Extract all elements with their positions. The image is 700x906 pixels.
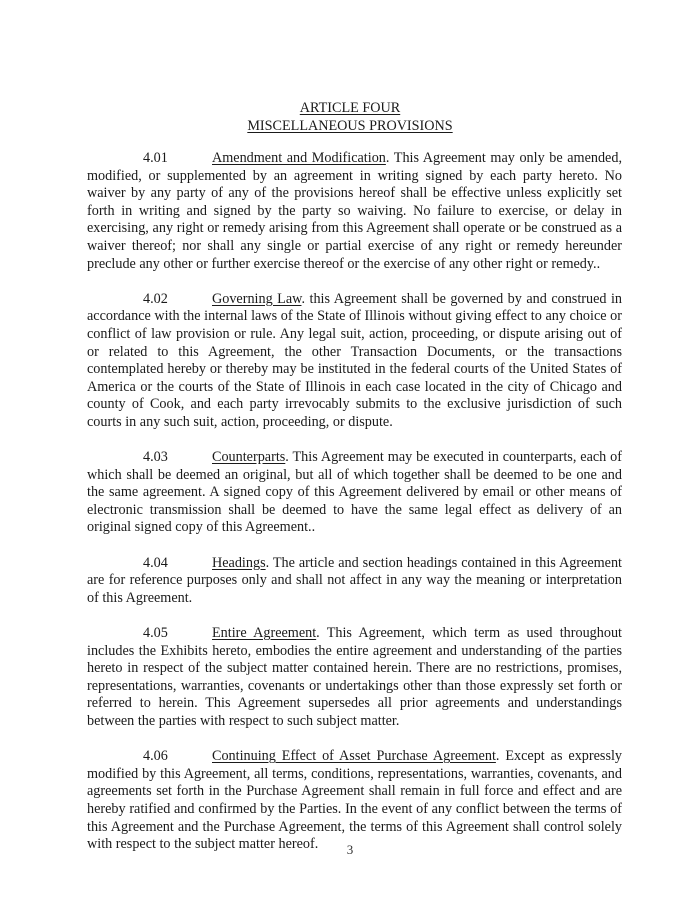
section-4-01 xyxy=(87,150,622,273)
section-number: 4.04 xyxy=(143,554,168,571)
section-number: 4.01 xyxy=(143,150,168,166)
section-heading: Continuing Effect of Asset Purchase Agreement xyxy=(212,748,496,765)
page-number: 3 xyxy=(346,842,354,857)
section-text: . This Agreement may only be amended, modified, or supplemented by an agreement in writing signed by each party hereto. No waiver by any party of any of the provisions hereof shall be effective unless explicitly set forth in writing and signed by the party so waiving. No failure to exercise, or delay in exercising, any right or remedy arising from this Agreement shall operate or be construed as a waiver thereof; nor shall any single or partial exercise of any right or remedy hereunder preclude any other or further exercise thereof or the exercise of any other right or remedy.. xyxy=(87,150,622,272)
section-number: 4.02 xyxy=(143,290,168,307)
section-heading: Counterparts xyxy=(212,449,286,466)
section-heading: Governing Law xyxy=(212,290,302,307)
section-number: 4.05 xyxy=(143,625,168,642)
section-4-04 xyxy=(87,555,622,608)
article-header xyxy=(0,100,700,135)
section-4-06 xyxy=(87,748,622,854)
section-number: 4.03 xyxy=(143,449,168,466)
section-text: . The article and section headings contained in this Agreement are for reference purposes only and shall not affect in any way the meaning or interpretation of this Agreement. xyxy=(87,554,622,606)
article-title: ARTICLE FOUR xyxy=(299,100,401,116)
section-4-02 xyxy=(87,291,622,432)
sections-container xyxy=(87,150,622,871)
section-text: . This Agreement may be executed in counterparts, each of which shall be deemed an original, but all of which together shall be deemed to be one and the same agreement. A signed copy of this Agreement delivered by email or other means of electronic transmission shall be deemed to have the same legal effect as delivery of an original signed copy of this Agreement.. xyxy=(87,449,622,536)
article-subtitle: MISCELLANEOUS PROVISIONS xyxy=(247,117,453,134)
section-heading: Amendment and Modification xyxy=(212,150,386,166)
section-heading: Entire Agreement xyxy=(212,625,317,642)
section-4-03 xyxy=(87,449,622,537)
section-heading: Headings xyxy=(212,554,266,571)
section-text: . this Agreement shall be governed by and construed in accordance with the internal laws of the State of Illinois without giving effect to any choice or conflict of law provision or rule. Any legal suit, action, proceeding, or dispute arising out of or related to this Agreement, the other Transaction Documents, or the transactions contemplated hereby or thereby may be instituted in the federal courts of the United States of America or the courts of the State of Illinois in each case located in the city of Chicago and county of Cook, and each party irrevocably submits to the exclusive jurisdiction of such courts in any such suit, action, proceeding, or dispute. xyxy=(87,290,622,430)
section-text: . Except as expressly modified by this Agreement, all terms, conditions, representations, warranties, covenants, and agreements set forth in the Purchase Agreement shall remain in full force and effect and are hereby ratified and confirmed by the Parties. In the event of any conflict between the terms of this Agreement and the Purchase Agreement, the terms of this Agreement shall control solely with respect to the subject matter hereof. xyxy=(87,748,623,853)
section-4-05 xyxy=(87,625,622,731)
section-text: . This Agreement, which term as used throughout includes the Exhibits hereto, embodies the entire agreement and understanding of the parties hereto in respect of the subject matter contained herein. There are no restrictions, promises, representations, warranties, covenants or undertakings other than those expressly set forth or referred to herein. This Agreement supersedes all prior agreements and understandings between the parties with respect to such subject matter. xyxy=(87,625,622,729)
section-number: 4.06 xyxy=(143,748,168,765)
